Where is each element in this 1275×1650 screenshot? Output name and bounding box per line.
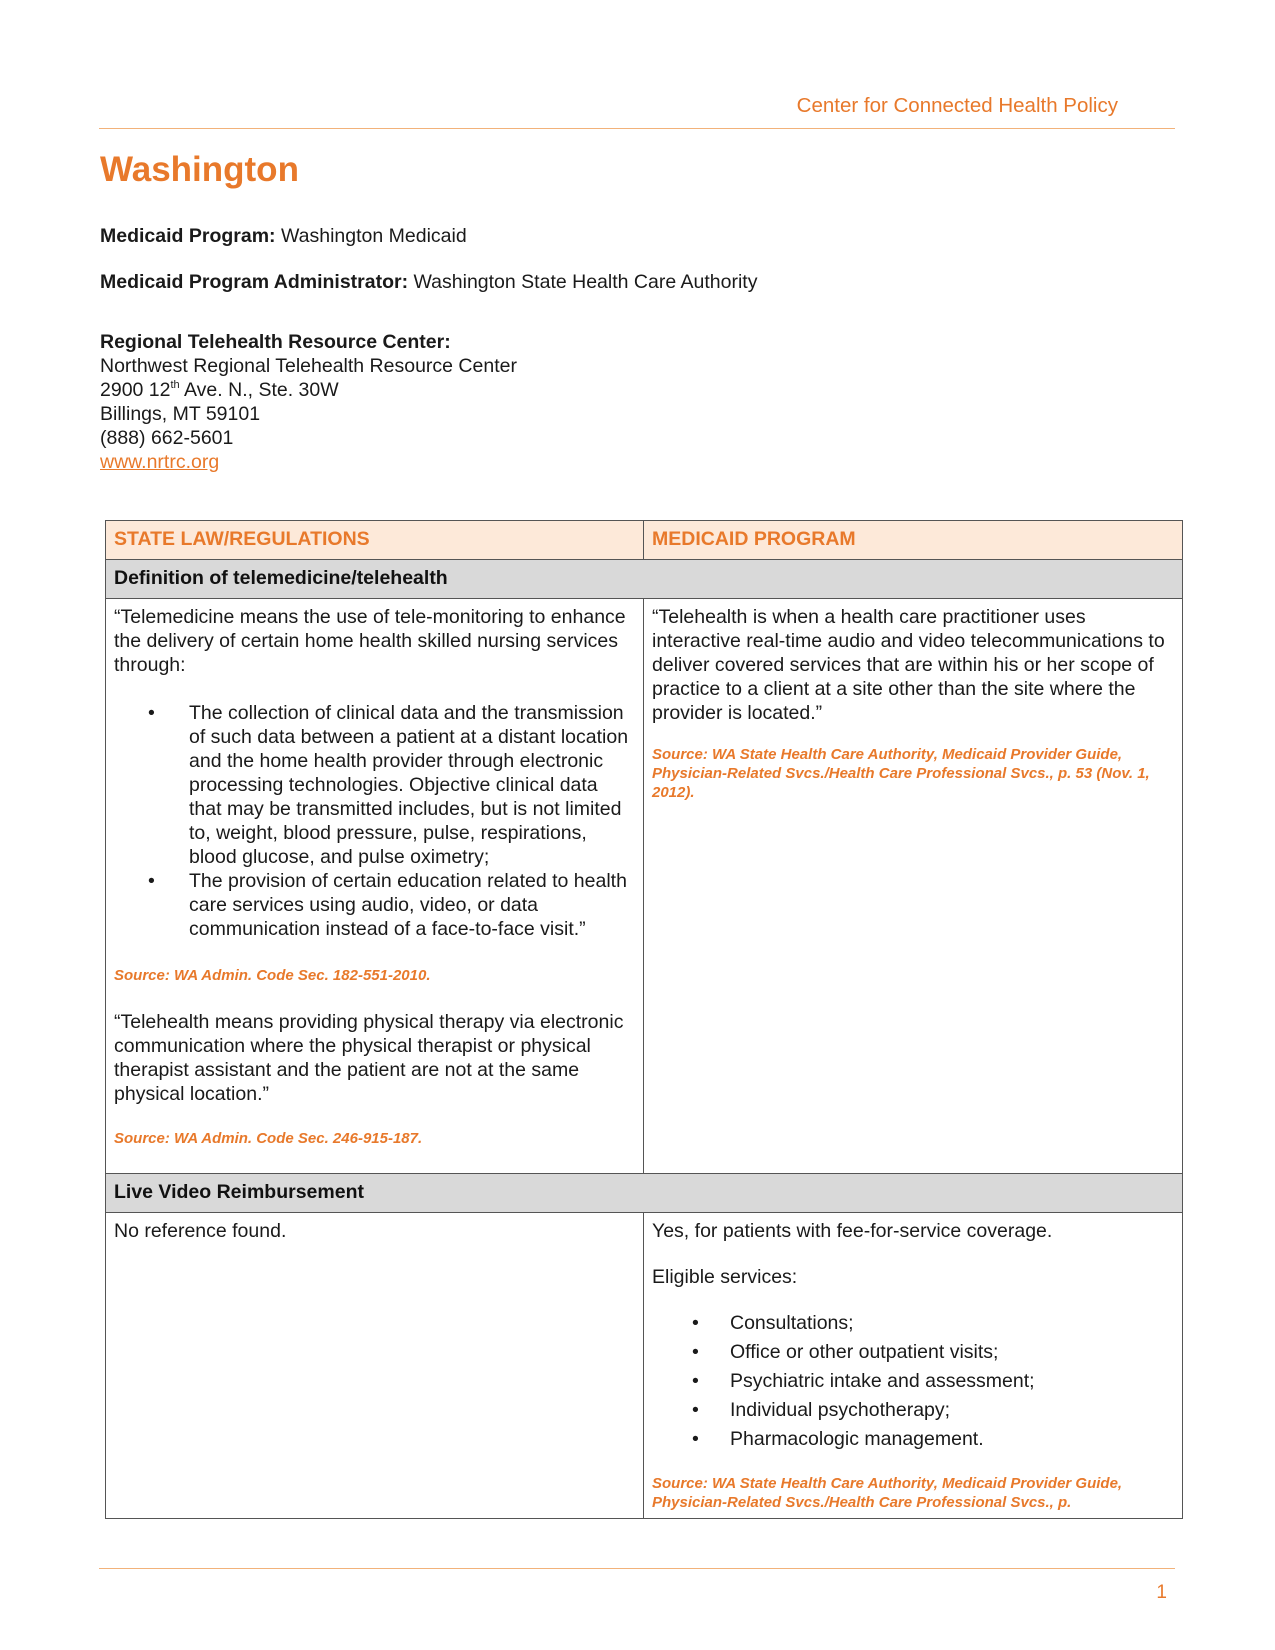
list-item: • Pharmacologic management. bbox=[692, 1428, 984, 1450]
policy-table bbox=[105, 520, 1183, 1519]
rtrc-label: Regional Telehealth Resource Center: bbox=[100, 331, 451, 353]
medicaid-program-value: Washington Medicaid bbox=[280, 225, 467, 247]
live-video-state-law-cell bbox=[106, 1213, 644, 1519]
page-title: Washington bbox=[100, 150, 299, 189]
rtrc-block bbox=[100, 330, 517, 474]
source-citation: Source: WA State Health Care Authority, Medicaid Provider Guide, Physician-Related Svcs./Health Care Professional Svcs., p. 53 (Nov. 1, 2012). bbox=[652, 746, 1150, 801]
list-item: • Consultations; bbox=[692, 1312, 854, 1334]
definition-state-law-cell bbox=[106, 599, 644, 1174]
definition-telehealth-pt: “Telehealth means providing physical therapy via electronic communication where the physical therapist or physical therapist assistant and the patient are not at the same physical location.” bbox=[114, 1011, 624, 1105]
medicaid-admin-label: Medicaid Program Administrator: bbox=[100, 271, 409, 293]
section-header-row bbox=[106, 560, 1183, 599]
rtrc-website-link[interactable]: www.nrtrc.org bbox=[100, 451, 220, 473]
no-reference-text: No reference found. bbox=[114, 1220, 287, 1242]
source-citation: Source: WA State Health Care Authority, Medicaid Provider Guide, Physician-Related Svcs./Health Care Professional Svcs., p. bbox=[652, 1475, 1123, 1511]
list-item: • The provision of certain education related to health care services using audio, video, or data communication instead of a face-to-face visit.” bbox=[148, 870, 627, 940]
live-video-medicaid-cell bbox=[644, 1213, 1183, 1519]
rtrc-address: 2900 12th Ave. N., Ste. 30W bbox=[100, 379, 339, 401]
rtrc-name: Northwest Regional Telehealth Resource Center bbox=[100, 355, 517, 377]
medicaid-definition: “Telehealth is when a health care practitioner uses interactive real-time audio and video telecommunications to deliver covered services that are within his or her scope of practice to a client at a site other than the site where the provider is located.” bbox=[652, 606, 1165, 724]
source-citation: Source: WA Admin. Code Sec. 246-915-187. bbox=[114, 1130, 423, 1147]
footer-divider bbox=[99, 1568, 1175, 1569]
source-citation: Source: WA Admin. Code Sec. 182-551-2010. bbox=[114, 967, 431, 984]
header-organization: Center for Connected Health Policy bbox=[796, 94, 1118, 117]
table-row-live-video bbox=[106, 1213, 1183, 1519]
definition-bullet-list bbox=[114, 701, 635, 941]
list-item: • The collection of clinical data and the transmission of such data between a patient at a distant location and the home health provider through electronic processing technologies. Objective clinical data that may be transmitted includes, but is not limited to, weight, blood pressure, pulse, respirations, blood glucose, and pulse oximetry; bbox=[148, 702, 629, 868]
definition-intro: “Telemedicine means the use of tele-monitoring to enhance the delivery of certain home health skilled nursing services through: bbox=[114, 606, 626, 676]
eligible-services-label: Eligible services: bbox=[652, 1266, 798, 1288]
section-title-definition: Definition of telemedicine/telehealth bbox=[106, 560, 1183, 599]
table-row-definition bbox=[106, 599, 1183, 1174]
medicaid-program-line bbox=[100, 224, 467, 248]
column-header-state-law: STATE LAW/REGULATIONS bbox=[106, 521, 644, 560]
list-item: • Psychiatric intake and assessment; bbox=[692, 1370, 1035, 1392]
section-title-live-video: Live Video Reimbursement bbox=[106, 1174, 1183, 1213]
medicaid-admin-value: Washington State Health Care Authority bbox=[413, 271, 758, 293]
rtrc-phone: (888) 662-5601 bbox=[100, 427, 234, 449]
table-column-header-row bbox=[106, 521, 1183, 560]
column-header-medicaid: MEDICAID PROGRAM bbox=[644, 521, 1183, 560]
definition-medicaid-cell bbox=[644, 599, 1183, 1174]
list-item: • Individual psychotherapy; bbox=[692, 1399, 951, 1421]
list-item: • Office or other outpatient visits; bbox=[692, 1341, 999, 1363]
live-video-intro: Yes, for patients with fee-for-service coverage. bbox=[652, 1220, 1053, 1242]
page-number: 1 bbox=[1156, 1582, 1167, 1603]
rtrc-city: Billings, MT 59101 bbox=[100, 403, 261, 425]
medicaid-admin-line bbox=[100, 270, 757, 294]
eligible-services-list bbox=[652, 1309, 1174, 1454]
section-header-row bbox=[106, 1174, 1183, 1213]
medicaid-program-label: Medicaid Program: bbox=[100, 225, 276, 247]
header-divider bbox=[99, 128, 1175, 129]
